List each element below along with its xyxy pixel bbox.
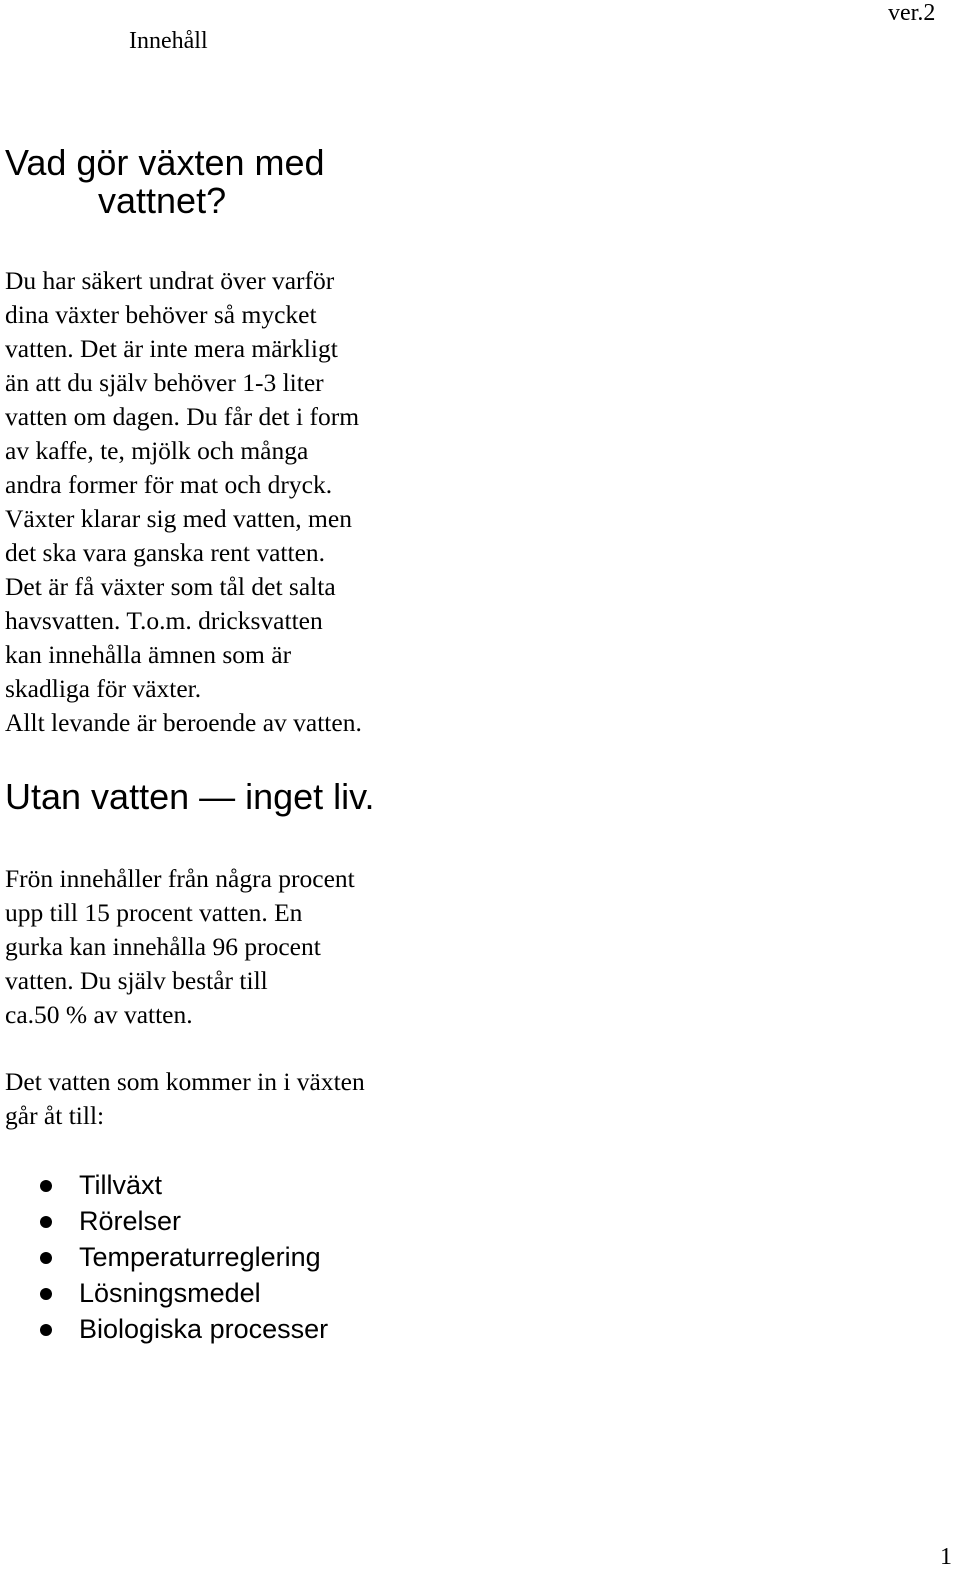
- intro-line: Det är få växter som tål det salta: [5, 572, 336, 601]
- bullet-icon: [40, 1324, 52, 1336]
- list-item: [40, 1167, 328, 1203]
- list-item: [40, 1275, 328, 1311]
- intro-line: det ska vara ganska rent vatten.: [5, 538, 326, 567]
- usage-intro-paragraph: [5, 1065, 365, 1133]
- facts-line: ca.50 % av vatten.: [5, 1000, 193, 1029]
- list-item-label: Temperaturreglering: [79, 1242, 321, 1272]
- intro-line: vatten om dagen. Du får det i form: [5, 402, 360, 431]
- list-item: [40, 1203, 328, 1239]
- page-title-line-2: vattnet?: [98, 180, 227, 221]
- usage-intro-line: Det vatten som kommer in i växten: [5, 1067, 365, 1096]
- usage-list: [40, 1167, 328, 1347]
- intro-line: Allt levande är beroende av vatten.: [5, 708, 362, 737]
- page-number: 1: [940, 1544, 952, 1570]
- page-title-line-1: Vad gör växten med: [5, 142, 325, 183]
- list-item-label: Rörelser: [79, 1206, 182, 1236]
- intro-paragraph: [5, 264, 362, 740]
- list-item-label: Lösningsmedel: [79, 1278, 261, 1308]
- version-label: ver.2: [888, 0, 936, 26]
- facts-line: gurka kan innehålla 96 procent: [5, 932, 321, 961]
- bullet-icon: [40, 1216, 52, 1228]
- intro-line: Du har säkert undrat över varför: [5, 266, 335, 295]
- intro-line: än att du själv behöver 1-3 liter: [5, 368, 324, 397]
- toc-link[interactable]: Innehåll: [129, 28, 208, 54]
- intro-line: av kaffe, te, mjölk och många: [5, 436, 309, 465]
- intro-line: havsvatten. T.o.m. dricksvatten: [5, 606, 323, 635]
- slogan-heading: Utan vatten — inget liv.: [5, 776, 375, 817]
- facts-line: vatten. Du själv består till: [5, 966, 268, 995]
- intro-line: kan innehålla ämnen som är: [5, 640, 292, 669]
- intro-line: andra former för mat och dryck.: [5, 470, 333, 499]
- list-item: [40, 1239, 328, 1275]
- bullet-icon: [40, 1180, 52, 1192]
- facts-line: upp till 15 procent vatten. En: [5, 898, 303, 927]
- intro-line: Växter klarar sig med vatten, men: [5, 504, 352, 533]
- bullet-icon: [40, 1288, 52, 1300]
- list-item-label: Tillväxt: [79, 1170, 163, 1200]
- intro-line: vatten. Det är inte mera märkligt: [5, 334, 338, 363]
- list-item: [40, 1311, 328, 1347]
- facts-paragraph: [5, 862, 355, 1032]
- intro-line: skadliga för växter.: [5, 674, 202, 703]
- facts-line: Frön innehåller från några procent: [5, 864, 355, 893]
- list-item-label: Biologiska processer: [79, 1314, 329, 1344]
- page-title: [5, 144, 325, 220]
- usage-intro-line: går åt till:: [5, 1101, 105, 1130]
- intro-line: dina växter behöver så mycket: [5, 300, 317, 329]
- bullet-icon: [40, 1252, 52, 1264]
